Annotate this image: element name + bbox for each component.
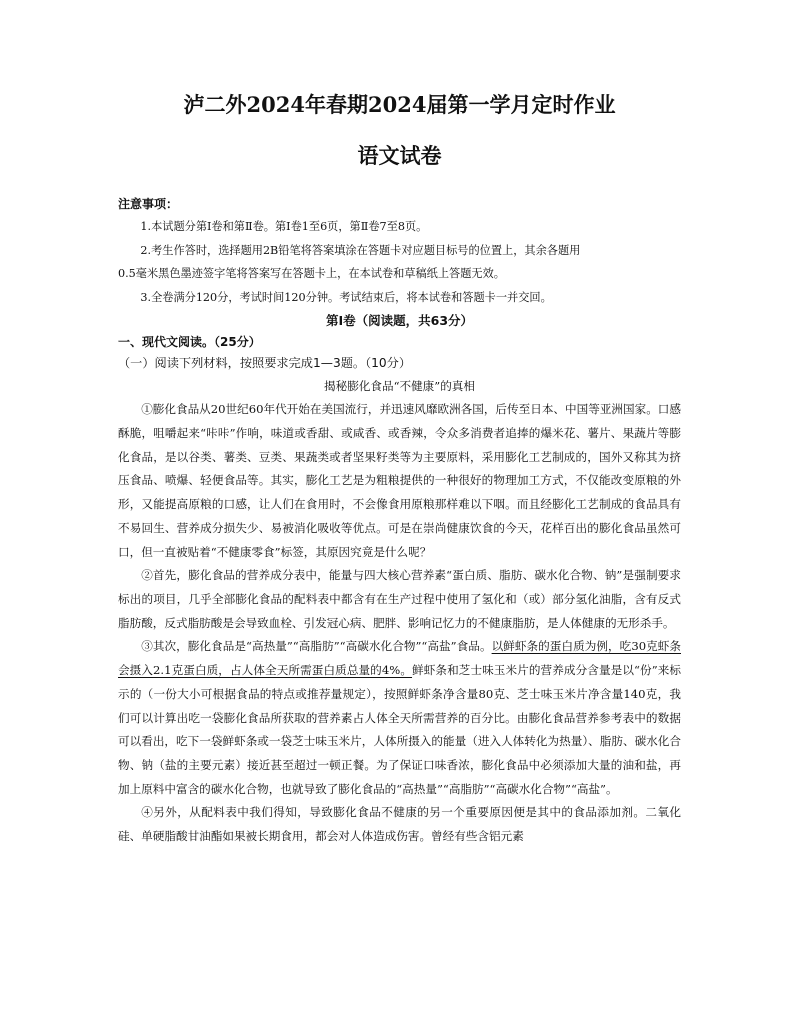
paragraph-3 [118, 635, 681, 801]
paragraph-3-lead: ③其次，膨化食品是“高热量”“高脂肪”“高碳水化合物”“高盐”食品。 [141, 639, 492, 654]
exam-title: 泸二外2024年春期2024届第一学月定时作业 [183, 92, 616, 117]
paragraph-4: ④另外，从配料表中我们得知，导致膨化食品不健康的另一个重要原因便是其中的食品添加剂。二氧化硅、单硬脂酸甘油酯如果被长期食用，都会对人体造成伤害。曾经有些含铝元素 [118, 805, 681, 844]
paragraph-2: ②首先，膨化食品的营养成分表中，能量与四大核心营养素“蛋白质、脂肪、碳水化合物、钠”是强制要求标出的项目，几乎全部膨化食品的配料表中都含有在生产过程中使用了氢化和（或）部分氢化油脂，含有反式脂肪酸，反式脂肪酸是会导致血栓、引发冠心病、肥胖、影响记忆力的不健康脂肪，是人体健康的无形杀手。 [118, 568, 681, 630]
notice-item-3: 3.全卷满分120分，考试时间120分钟。考试结束后，将本试卷和答题卡一并交回。 [140, 290, 552, 304]
paragraph-3-rest: 鲜虾条和芝士味玉米片的营养成分含量是以“份”来标示的（一份大小可根据食品的特点或推荐量规定），按照鲜虾条净含量80克、芝士味玉米片净含量140克，我们可以计算出吃一袋膨化食品所获取的营养素占人体全天所需营养的百分比。由膨化食品营养参考表中的数据可以看出，吃下一袋鲜虾条或一袋芝士味玉米片，人体所摄入的能量（进入人体转化为热量）、脂肪、碳水化合物、钠（盐的主要元素）接近甚至超过一顿正餐。为了保证口味香浓，膨化食品中必须添加大量的油和盐，再加上原料中富含的碳水化合物，也就导致了膨化食品的“高热量”“高脂肪”“高碳水化合物”“高盐”。 [118, 663, 681, 796]
notice-item-2: 2.考生作答时，选择题用2B铅笔将答案填涂在答题卡对应题目标号的位置上，其余各题用 [140, 243, 581, 257]
article-title: 揭秘膨化食品“不健康”的真相 [324, 379, 475, 394]
notice-heading: 注意事项： [118, 197, 179, 211]
part-1-title: 第Ⅰ卷（阅读题，共63分） [325, 313, 474, 329]
notice-item-1: 1.本试题分第Ⅰ卷和第Ⅱ卷。第Ⅰ卷1至6页，第Ⅱ卷7至8页。 [140, 220, 428, 233]
sub-section-heading: （一）阅读下列材料，按照要求完成1—3题。（10分） [118, 356, 412, 371]
section-heading: 一、现代文阅读。（25分） [118, 335, 261, 350]
exam-subtitle: 语文试卷 [357, 143, 442, 168]
paragraph-1: ①膨化食品从20世纪60年代开始在美国流行，并迅速风靡欧洲各国，后传至日本、中国等亚洲国家。口感酥脆，咀嚼起来“咔咔”作响，味道或香甜、或咸香、或香辣，令众多消费者追捧的爆米花、薯片、果蔬片等膨化食品，是以谷类、薯类、豆类、果蔬类或者坚果籽类等为主要原料，采用膨化工艺制成的，国外又称其为挤压食品、喷爆、轻便食品等。其实，膨化工艺是为粗粮提供的一种很好的物理加工方式，不仅能改变原粮的外形，又能提高原粮的口感，让人们在食用时，不会像食用原粮那样难以下咽。而且经膨化工艺制成的食品具有不易回生、营养成分损失少、易被消化吸收等优点。可是在崇尚健康饮食的今天，花样百出的膨化食品虽然可口，但一直被贴着“不健康零食”标签，其原因究竟是什么呢？ [118, 402, 681, 559]
underlined-sentence: 以鲜虾条的蛋白质为例，吃30克虾条会摄入2.1克蛋白质，占人体全天所需蛋白质总量的4%。 [118, 639, 681, 678]
notice-item-2-continued: 0.5毫米黑色墨迹签字笔将答案写在答题卡上，在本试卷和草稿纸上答题无效。 [118, 267, 505, 281]
